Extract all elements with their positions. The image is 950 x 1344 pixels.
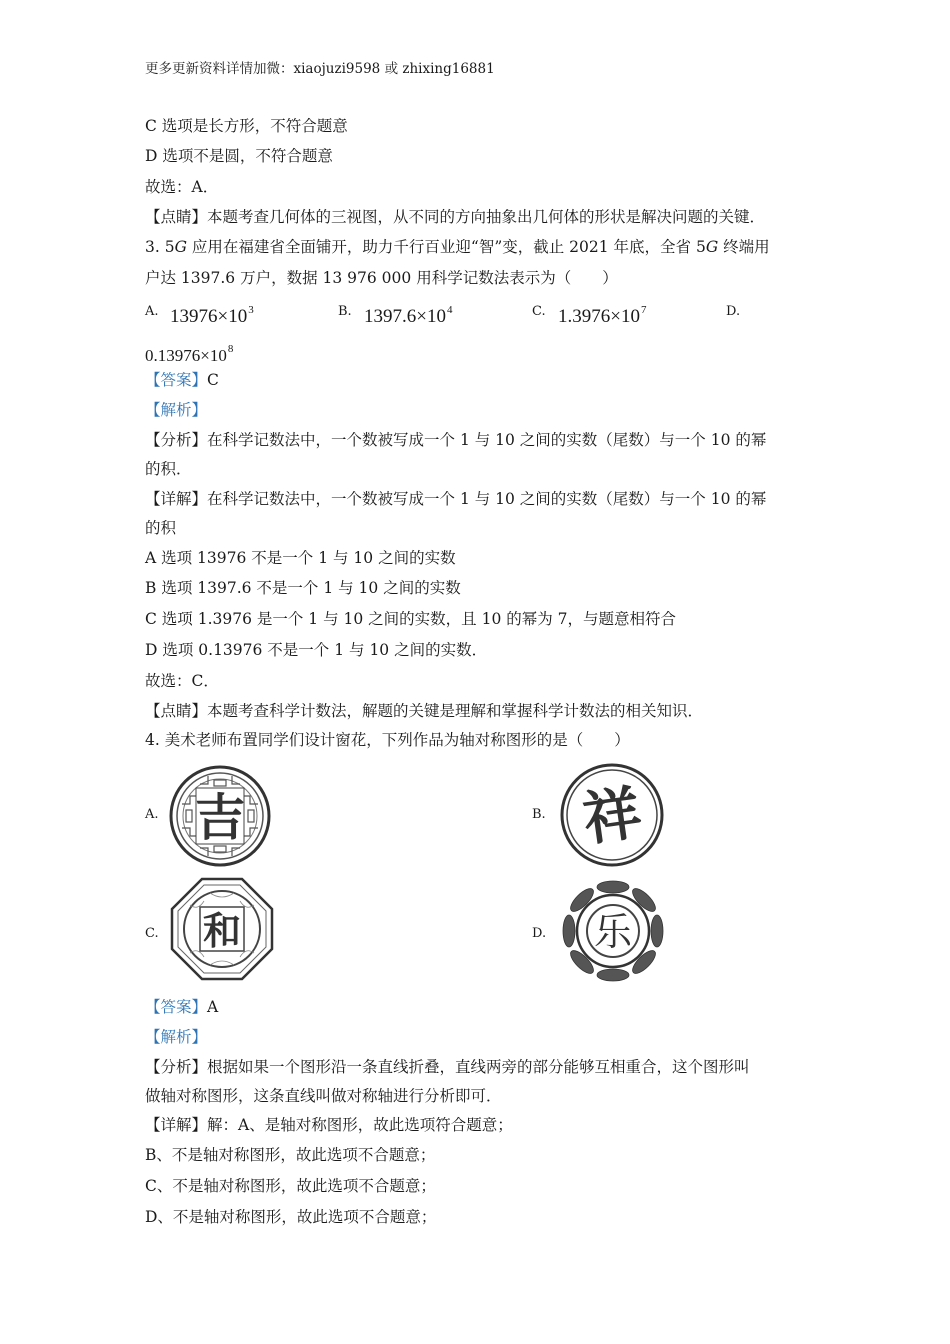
q3-answer (145, 370, 219, 390)
mantissa: 1397.6 (364, 306, 417, 327)
q3-stem-part: 3. 5 (145, 238, 175, 256)
le-window-flower-icon (559, 877, 667, 985)
q3-fenxi-line2: 的积． (145, 460, 192, 478)
q3-xiangjie-line1 (145, 489, 766, 509)
q4-option-b-label: B. (532, 807, 546, 822)
q3-comment (145, 701, 703, 721)
q3-stem-line2: 户达 1397.6 万户，数据 13 976 000 用科学记数法表示为（ ） (145, 269, 618, 287)
q3-option-b-value (364, 298, 452, 329)
q4-item-c: C、不是轴对称图形，故此选项不合题意； (145, 1177, 436, 1195)
exponent: 4 (446, 304, 453, 316)
base: 10 (620, 306, 640, 327)
fenxi-tag: 【分析】 (145, 431, 208, 449)
q3-option-c-value (558, 298, 646, 329)
prev-choice: 故选：A． (145, 178, 219, 196)
answer-tag: 【答案】 (145, 998, 208, 1016)
answer-value: C (207, 371, 219, 389)
q4-item-d: D、不是轴对称图形，故此选项不合题意； (145, 1208, 437, 1226)
q4-option-a-label: A. (145, 807, 159, 822)
times-sign: × (200, 346, 210, 365)
q3-option-b-label: B. (338, 304, 352, 319)
q4-fenxi-line2: 做轴对称图形，这条直线叫做对称轴进行分析即可． (145, 1087, 502, 1105)
q4-xiangjie-line1 (145, 1115, 513, 1135)
q3-option-a-label: A. (145, 304, 159, 319)
fenxi-text: 根据如果一个图形沿一条直线折叠，直线两旁的部分能够互相重合，这个图形叫 (207, 1058, 750, 1076)
q4-fenxi-line1 (145, 1057, 750, 1077)
xiangjie-text: 解：A、是轴对称图形，故此选项符合题意； (207, 1116, 513, 1134)
times-sign: × (217, 306, 229, 327)
q3-choice: 故选：C． (145, 672, 219, 690)
base: 10 (426, 306, 446, 327)
q3-item-b: B 选项 1397.6 不是一个 1 与 10 之间的实数 (145, 579, 461, 597)
q3-analysis-tag: 【解析】 (145, 401, 208, 419)
answer-tag: 【答案】 (145, 371, 208, 389)
mantissa: 13976 (170, 306, 218, 327)
xiangjie-tag: 【详解】 (145, 1116, 208, 1134)
le-character: 乐 (593, 910, 633, 954)
comment-tag: 【点睛】 (145, 208, 208, 226)
ji-character: 吉 (195, 789, 245, 847)
q4-option-c-label: C. (145, 926, 159, 941)
q3-fenxi-line1 (145, 430, 766, 450)
exponent: 8 (227, 343, 234, 355)
q3-stem-part: 应用在福建省全面铺开，助力千行百业迎“智”变，截止 2021 年底，全省 5 (186, 238, 706, 256)
comment-text: 本题考查几何体的三视图，从不同的方向抽象出几何体的形状是解决问题的关键． (207, 208, 766, 226)
q3-option-d-value (145, 337, 233, 368)
q3-stem-g: G (174, 238, 187, 256)
xiangjie-tag: 【详解】 (145, 490, 208, 508)
q3-stem-line1 (145, 237, 770, 257)
mantissa: 1.3976 (558, 306, 611, 327)
fenxi-tag: 【分析】 (145, 1058, 208, 1076)
times-sign: × (416, 306, 427, 327)
exponent: 7 (640, 304, 647, 316)
times-sign: × (610, 306, 621, 327)
xiang-character: 祥 (578, 778, 646, 854)
prev-comment (145, 207, 765, 227)
q3-item-c: C 选项 1.3976 是一个 1 与 10 之间的实数，且 10 的幂为 7，与题意相符合 (145, 610, 677, 628)
exponent: 3 (248, 304, 254, 316)
q3-stem-part: 终端用 (718, 238, 770, 256)
q3-stem-g: G (705, 238, 719, 256)
q3-item-d: D 选项 0.13976 不是一个 1 与 10 之间的实数． (145, 641, 488, 659)
q4-stem: 4. 美术老师布置同学们设计窗花，下列作品为轴对称图形的是（ ） (145, 731, 630, 749)
q4-item-b: B、不是轴对称图形，故此选项不合题意； (145, 1146, 436, 1164)
xiangjie-text: 在科学记数法中，一个数被写成一个 1 与 10 之间的实数（尾数）与一个 10 的幂 (207, 490, 767, 508)
he-window-flower-icon (170, 877, 274, 981)
prev-option-c-note: C 选项是长方形，不符合题意 (145, 117, 348, 135)
he-character: 和 (202, 909, 242, 953)
page-header: 更多更新资料详情加微：xiaojuzi9598 或 zhixing16881 (145, 61, 495, 77)
xiang-window-flower-icon (559, 762, 665, 868)
answer-value: A (207, 998, 219, 1016)
q4-analysis-tag: 【解析】 (145, 1028, 208, 1046)
ji-window-flower-icon (168, 764, 272, 868)
base: 10 (228, 306, 248, 327)
prev-option-d-note: D 选项不是圆，不符合题意 (145, 147, 333, 165)
q4-option-d-label: D. (532, 926, 547, 941)
comment-text: 本题考查科学计数法，解题的关键是理解和掌握科学计数法的相关知识． (207, 702, 704, 720)
mantissa: 0.13976 (145, 346, 201, 365)
fenxi-text: 在科学记数法中，一个数被写成一个 1 与 10 之间的实数（尾数）与一个 10 的幂 (207, 431, 767, 449)
base: 10 (209, 346, 227, 365)
q4-answer (145, 997, 218, 1017)
q3-item-a: A 选项 13976 不是一个 1 与 10 之间的实数 (145, 549, 456, 567)
q3-xiangjie-line2: 的积 (145, 519, 177, 537)
comment-tag: 【点睛】 (145, 702, 208, 720)
q3-option-a-value (170, 298, 254, 329)
q3-option-c-label: C. (532, 304, 546, 319)
q3-option-d-label: D. (726, 304, 741, 319)
